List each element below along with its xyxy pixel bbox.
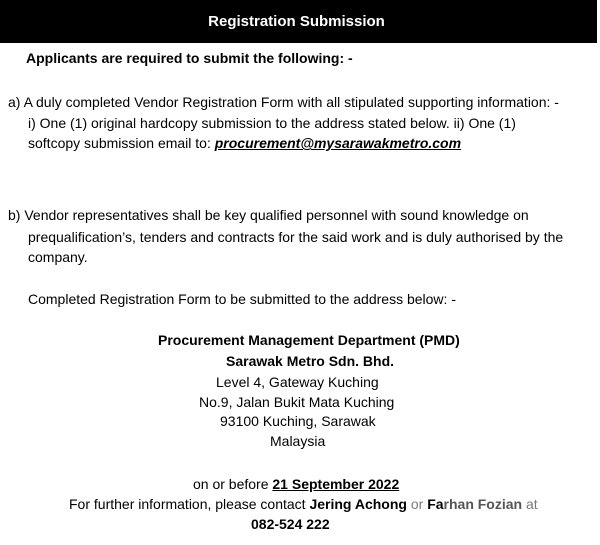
deadline-date: 21 September 2022 (272, 476, 400, 492)
contact-name-1: Jering Achong (309, 496, 407, 512)
address-department: Procurement Management Department (PMD) (158, 332, 460, 348)
procurement-email-link[interactable]: procurement@mysarawakmetro.com (214, 135, 462, 151)
address-line-3: 93100 Kuching, Sarawak (220, 413, 376, 429)
item-b-line-2: prequalification’s, tenders and contracts for the said work and is duly authorised by the (28, 229, 564, 245)
section-header (0, 0, 597, 43)
contact-phone: 082-524 222 (251, 516, 330, 532)
address-line-2: No.9, Jalan Bukit Mata Kuching (199, 394, 395, 410)
contact-line (69, 494, 538, 514)
contact-or: or (406, 496, 428, 512)
contact-prefix: For further information, please contact (69, 496, 310, 512)
deadline (193, 474, 399, 494)
item-b-line-3: company. (28, 249, 88, 265)
contact-name-2-start: Fa (427, 496, 444, 512)
item-a-line-1: a) A duly completed Vendor Registration Form with all stipulated supporting information: - (8, 94, 559, 110)
item-b-line-1: b) Vendor representatives shall be key qualified personnel with sound knowledge on (8, 207, 529, 223)
item-a-line-3 (28, 133, 461, 153)
contact-name-2-end: rhan Fozian (443, 496, 523, 512)
deadline-prefix: on or before (193, 476, 273, 492)
address-country: Malaysia (270, 433, 326, 449)
email-label: softcopy submission email to: (28, 135, 215, 151)
item-a-line-2: i) One (1) original hardcopy submission to the address stated below. ii) One (1) (28, 115, 516, 131)
intro-heading: Applicants are required to submit the following: - (26, 50, 353, 66)
contact-suffix: at (522, 496, 538, 512)
address-line-1: Level 4, Gateway Kuching (216, 374, 379, 390)
section-title: Registration Submission (208, 13, 385, 30)
address-company: Sarawak Metro Sdn. Bhd. (226, 353, 395, 369)
submit-note: Completed Registration Form to be submitted to the address below: - (28, 291, 456, 307)
